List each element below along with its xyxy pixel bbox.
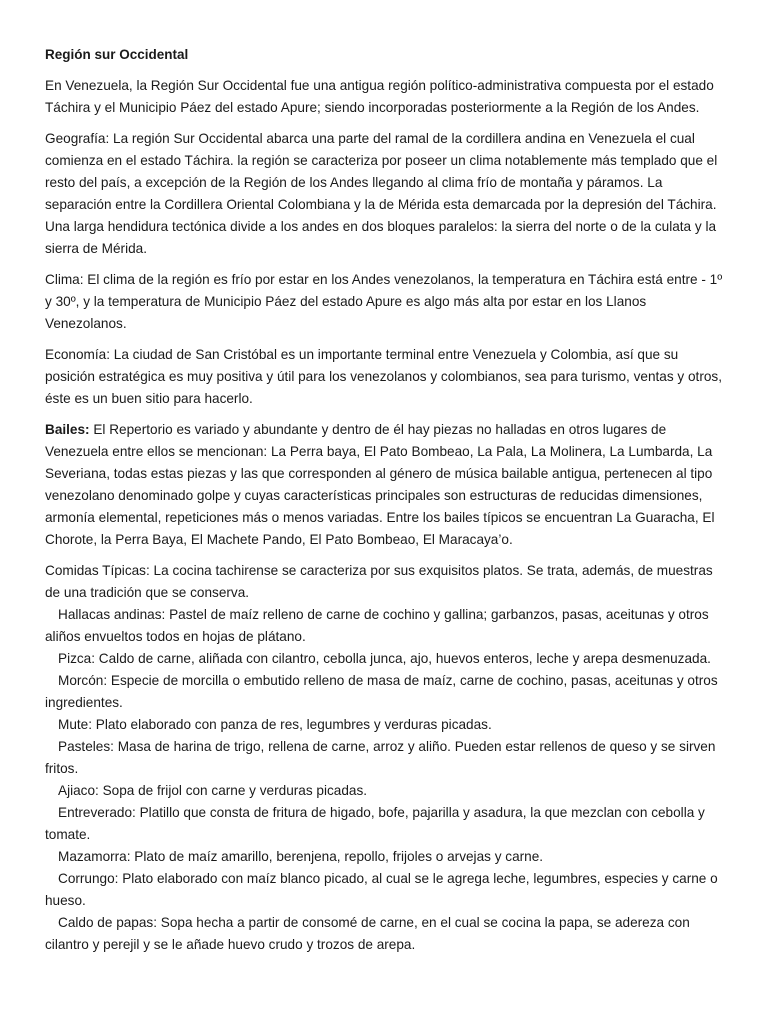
food-item-ajiaco: Ajiaco: Sopa de frijol con carne y verduras picadas. bbox=[58, 783, 368, 798]
food-item-pizca: Pizca: Caldo de carne, aliñada con cilantro, cebolla junca, ajo, huevos enteros, leche y arepa desmenuzada. bbox=[58, 651, 711, 666]
bailes-label: Bailes: bbox=[45, 422, 90, 437]
food-item-hallacas: Hallacas andinas: Pastel de maíz relleno de carne de cochino y gallina; garbanzos, pasas, aceitunas y otros aliños envueltos todos en hojas de plátano. bbox=[45, 607, 709, 644]
document-page bbox=[45, 44, 725, 956]
bailes-paragraph bbox=[45, 419, 725, 551]
food-item-mute: Mute: Plato elaborado con panza de res, legumbres y verduras picadas. bbox=[58, 717, 492, 732]
geografia-paragraph: Geografía: La región Sur Occidental abarca una parte del ramal de la cordillera andina en Venezuela el cual comienza en el estado Táchira. la región se caracteriza por poseer un clima notablemente más templado que el resto del país, a excepción de la Región de los Andes llegando al clima frío de montaña y páramos. La separación entre la Cordillera Oriental Colombiana y la de Mérida esta demarcada por la depresión del Táchira. Una larga hendidura tectónica divide a los andes en dos bloques paralelos: la sierra del norte o de la culata y la sierra de Mérida. bbox=[45, 131, 718, 256]
clima-paragraph: Clima: El clima de la región es frío por estar en los Andes venezolanos, la temperatura en Táchira está entre - 1º y 30º, y la temperatura de Municipio Páez del estado Apure es algo más alta por estar en los Llanos Venezolanos. bbox=[45, 272, 723, 331]
food-item-pasteles: Pasteles: Masa de harina de trigo, rellena de carne, arroz y aliño. Pueden estar rellenos de queso y se sirven fritos. bbox=[45, 739, 716, 776]
comidas-section bbox=[45, 560, 725, 956]
comidas-label: Comidas Típicas: bbox=[45, 563, 150, 578]
comidas-text: La cocina tachirense se caracteriza por sus exquisitos platos. Se trata, además, de muestras de una tradición que se conserva. bbox=[45, 563, 713, 600]
document-title: Región sur Occidental bbox=[45, 47, 189, 62]
economia-paragraph: Economía: La ciudad de San Cristóbal es un importante terminal entre Venezuela y Colombia, así que su posición estratégica es muy positiva y útil para los venezolanos y colombianos, sea para turismo, ventas y otros, éste es un buen sitio para hacerlo. bbox=[45, 347, 722, 406]
food-item-mazamorra: Mazamorra: Plato de maíz amarillo, berenjena, repollo, frijoles o arvejas y carne. bbox=[58, 849, 544, 864]
intro-paragraph: En Venezuela, la Región Sur Occidental fue una antigua región político-administrativa compuesta por el estado Táchira y el Municipio Páez del estado Apure; siendo incorporadas posteriormente a la Región de los Andes. bbox=[45, 78, 714, 115]
food-item-entreverado: Entreverado: Platillo que consta de fritura de higado, bofe, pajarilla y asadura, la que mezclan con cebolla y tomate. bbox=[45, 805, 705, 842]
food-item-morcon: Morcón: Especie de morcilla o embutido relleno de masa de maíz, carne de cochino, pasas, aceitunas y otros ingredientes. bbox=[45, 673, 718, 710]
comidas-intro bbox=[45, 560, 725, 604]
food-item-caldo-de-papas: Caldo de papas: Sopa hecha a partir de consomé de carne, en el cual se cocina la papa, se adereza con cilantro y perejil y se le añade huevo crudo y trozos de arepa. bbox=[45, 915, 690, 952]
bailes-text: El Repertorio es variado y abundante y dentro de él hay piezas no halladas en otros lugares de Venezuela entre ellos se mencionan: La Perra baya, El Pato Bombeao, La Pala, La Molinera, La Lumbarda, La Severiana, todas estas piezas y las que corresponden al género de música bailable antigua, pertenecen al tipo venezolano denominado golpe y cuyas características principales son estructuras de reducidas dimensiones, armonía elemental, repeticiones más o menos variadas. Entre los bailes típicos se encuentran La Guaracha, El Chorote, la Perra Baya, El Machete Pando, El Pato Bombeao, El Maracaya’o. bbox=[45, 422, 715, 547]
food-item-corrungo: Corrungo: Plato elaborado con maíz blanco picado, al cual se le agrega leche, legumbres, especies y carne o hueso. bbox=[45, 871, 718, 908]
